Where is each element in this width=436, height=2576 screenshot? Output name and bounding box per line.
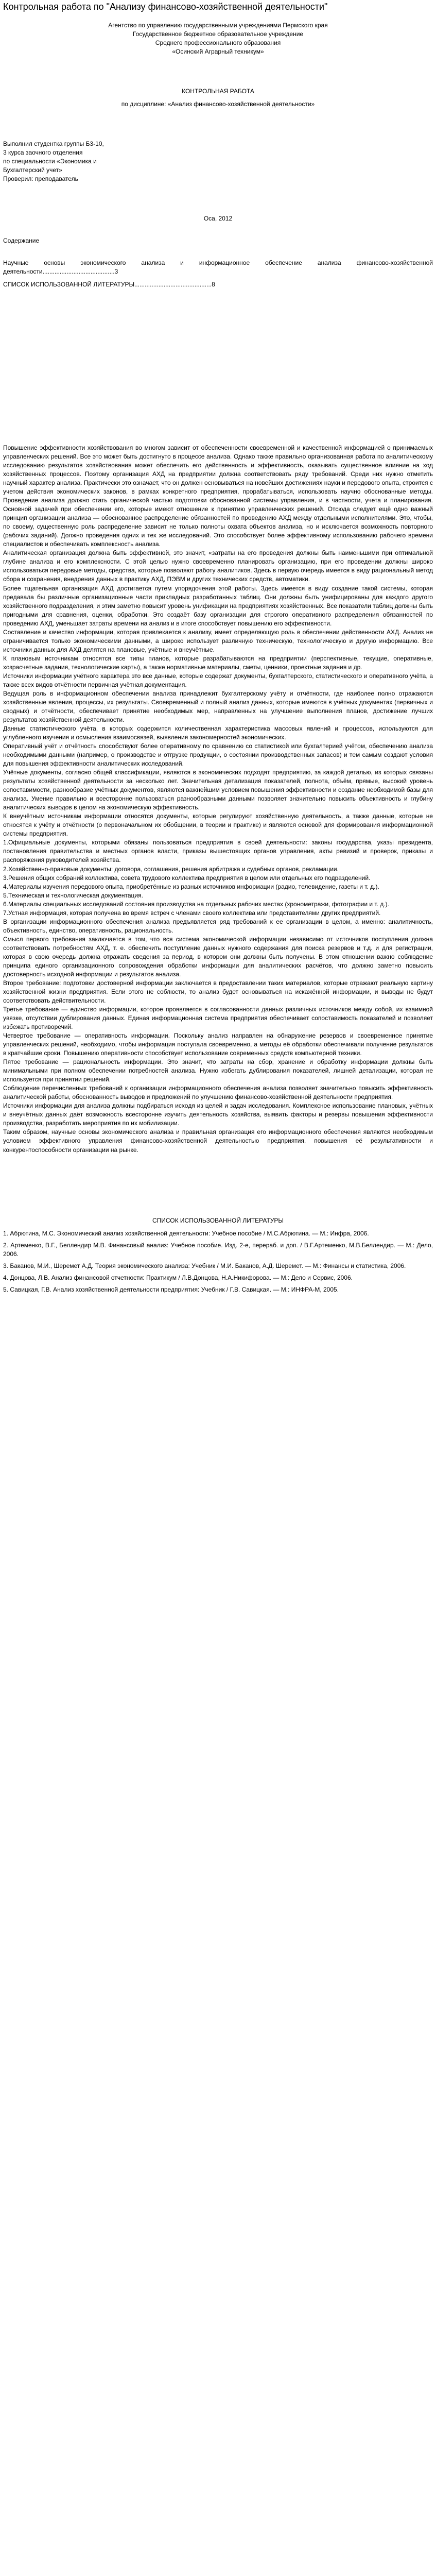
student-line-1: Выполнил студентка группы Б3-10,: [3, 140, 104, 147]
body-paragraph: Соблюдение перечисленных требований к организации информационного обеспечения анализа позволяет значительно повысить эффективность аналитической работы, обоснованность выводов и предложений по улучшению финансово-хозяйственной деятельности предприятия.: [3, 1084, 433, 1101]
work-title: КОНТРОЛЬНАЯ РАБОТА: [182, 87, 254, 95]
body-paragraph: 3.Решения общих собраний коллектива, совета трудового коллектива предприятия в целом или отдельных его подразделений.: [3, 874, 371, 882]
body-paragraph: 1.Официальные документы, которыми обязаны пользоваться предприятия в своей деятельности: законы государства, указы президента, постановления правительства и местных органов власти, приказы вышестоящих органов управления, акты ревизий и проверок, приказы и распоряжения руководителей хозяйства.: [3, 839, 433, 864]
body-paragraph: Источники информации учётного характера это все данные, которые содержат документы, бухгалтерского, статистического и оперативного учёта, а также всех видов отчётности первичная учётная документация.: [3, 672, 433, 688]
body-paragraph: 6.Материалы специальных исследований состояния производства на отдельных рабочих местах (хронометражи, фотографии и т. д.).: [3, 900, 389, 908]
body-paragraph: Учётные документы, согласно общей классификации, являются в экономических подходят предприятию, за каждой деталью, из которых связаны результаты хозяйственной деятельности за несколько лет. Значительная детализация показателей, полнота, объём, прямые, высокий уровень сопоставимости, разнообразие учётных документов, являются важнейшим условием повышения эффективности и создание необходимой базы для анализа. Умение правильно и всесторонне пользоваться разнообразными данными позволяет значительно повысить объективность и глубину аналитических выводов в целом на экономическую эффективность.: [3, 769, 433, 811]
body-paragraph: 4.Материалы изучения передового опыта, приобретённые из разных источников информации (радио, телевидение, газеты и т. д.).: [3, 883, 379, 890]
reference-item: 4. Донцова, Л.В. Анализ финансовой отчетности: Практикум / Л.В.Донцова, Н.А.Никифорова. — М.: Дело и Сервис, 2006.: [3, 1274, 353, 1281]
student-line-2: 3 курса заочного отделения: [3, 148, 83, 156]
toc-row-1[interactable]: Научные основы экономического анализа и информационное обеспечение анализа финансово-хозяйственной деятельности..........................................3: [3, 259, 433, 275]
references-list: [3, 1229, 433, 1294]
body-paragraph: Более тщательная организация АХД достигается путем упорядочения этой работы. Здесь имеется в виду создание такой системы, которая предавала бы различные организационные части прикладных разработанных таблиц. Они должны быть унифицированы для каждого другого хозяйственного подразделения, и этим заметно повысит уровень унификации на предприятиях хозяйственных. Все показатели таблиц должны быть пригодными для сравнения, оценки, обработки. Это создаёт базу организации для строгого оперативного распределения обязанностей по проведению АХД, уменьшает затраты времени на анализ и в итоге способствует повышению его эффективности.: [3, 584, 433, 627]
reference-item: 3. Баканов, М.И., Шеремет А.Д. Теория экономического анализа: Учебник / М.И. Баканов, А.Д. Шеремет. — М.: Финансы и статистика, 2006.: [3, 1262, 406, 1269]
institution-type: Государственное бюджетное образовательное учреждение: [132, 30, 304, 38]
references-heading: СПИСОК ИСПОЛЬЗОВАННОЙ ЛИТЕРАТУРЫ: [152, 1216, 284, 1224]
body-paragraph: К внеучётным источникам информации относятся документы, которые регулируют хозяйственную деятельность, а также данные, которые не относятся к учёту и отчётности (о первоначальном их обобщении, в теории и практике) и являются основой для формирования информационной системы предприятия.: [3, 812, 433, 838]
body-paragraph: Составление и качество информации, которая привлекается к анализу, имеет определяющую роль в обеспечении действенности АХД. Анализ не ограничивается только экономическими данными, а широко использует различную техническую, технологическую и другую информацию. Все источники данных для АХД делятся на плановые, учётные и внеучётные.: [3, 628, 433, 653]
body-paragraph: Четвертое требование — оперативность информации. Поскольку анализ направлен на обнаружение резервов и своевременное принятие управленческих решений, необходимо, чтобы информация поступала своевременно, а методы её обработки обеспечивали получение результатов в кратчайшие сроки. Повышению оперативности способствует использование современных средств компьютерной техники.: [3, 1032, 433, 1057]
body-paragraph: Смысл первого требования заключается в том, что вся система экономической информации независимо от источников поступления должна соответствовать потребностям АХД, т. е. обеспечить поступление данных нужного содержания для поиска резервов и т.д. и для регистрации, которая в свою очередь должна отражать сведения за период, в котором они должны быть получены. В этом отношении важно соблюдение принципа единого организационного сопровождения обработки информации для аналитических расчётов, что должно заметно повысить достоверность исходной информации и результатов анализа.: [3, 935, 433, 978]
toc-row-2[interactable]: СПИСОК ИСПОЛЬЗОВАННОЙ ЛИТЕРАТУРЫ.............................................8: [3, 280, 215, 288]
body-paragraph: Таким образом, научные основы экономического анализа и правильная организация его информационного обеспечения являются необходимым условием эффективного управления финансово-хозяйственной деятельностью предприятия, повышения её результативности и конкурентоспособности организации на рынке.: [3, 1128, 433, 1154]
reference-item: 5. Савицкая, Г.В. Анализ хозяйственной деятельности предприятия: Учебник / Г.В. Савицкая. — М.: ИНФРА-М, 2005.: [3, 1285, 339, 1293]
reference-item: 2. Артеменко, В.Г., Беллендир М.В. Финансовый анализ: Учебное пособие. Изд. 2-е, перераб. и доп. / В.Г.Артеменко, М.В.Беллендир. — М.: Дело, 2006.: [3, 1241, 433, 1258]
reference-item: 1. Абрютина, М.С. Экономический анализ хозяйственной деятельности: Учебное пособие / М.С.Абрютина. — М.: Инфра, 2006.: [3, 1229, 369, 1237]
body-paragraph: Ведущая роль в информационном обеспечении анализа принадлежит бухгалтерскому учёту и отчётности, где наиболее полно отражаются хозяйственные явления, процессы, их результаты. Своевременный и полный анализ данных, которые имеются в учётных документах (первичных и сводных) и отчётности, обеспечивает принятие необходимых мер, направленных на улучшение выполнения планов, достижение лучших результатов хозяйственной деятельности.: [3, 689, 433, 723]
body-paragraph: Оперативный учёт и отчётность способствуют более оперативному по сравнению со статистикой или бухгалтерией учётом, обеспечению анализа необходимыми данными (например, о производстве и отгрузке продукции, о состоянии производственных запасов) и тем самым создают условия для повышения эффективности аналитических исследований.: [3, 742, 433, 768]
body-paragraph: Повышение эффективности хозяйствования во многом зависит от обеспеченности своевременной и качественной информацией о принимаемых управленческих решений. Все это может быть достигнуто в процессе анализа. Однако также правильно организованная работа по аналитическому исследованию результатов хозяйствования может обеспечить его действенность и эффективность, оказывать существенное влияние на ход хозяйственных процессов. Поэтому организация АХД на предприятии должна соответствовать ряду требований. Среди них нужно отметить научный характер анализа. Практически это означает, что он должен основываться на новейших достижениях науки и передового опыта, строится с учетом действия экономических законов, в рамках конкретного предприятия, прорабатываться, использовать научно обоснованные методы. Проведение анализа должно стать органической частью подготовки обоснованной системы управления, и в частности, учета и планирования. Основной задачей при обеспечении его, которые имеют отношение к принятию управленческих решений. Отсюда следует ещё одно важный принцип организации анализа — обоснованное распределение обязанностей по проведению АХД между отдельными исполнителями. Это, чтобы, по своему, существенную роль распределение зависит не только полноты охвата объектов анализа, но и исключается возможность повторного (рабочих заданий). Должно проведения одних и тех же исследований. Это способствует более эффективному использованию рабочего времени специалистов и обеспечивать комплексность анализа.: [3, 444, 433, 548]
discipline-line: по дисциплине: «Анализ финансово-хозяйственной деятельности»: [121, 100, 315, 108]
agency-name: Агентство по управлению государственными учреждениями Пермского края: [108, 21, 328, 29]
body-text: [3, 444, 433, 1155]
student-line-3: по специальности «Экономика и: [3, 157, 97, 165]
education-level: Среднего профессионального образования: [155, 39, 281, 46]
body-paragraph: 5.Техническая и технологическая документация.: [3, 891, 143, 899]
body-paragraph: Источники информации для анализа должны подбираться исходя из целей и задач исследования. Комплексное использование плановых, учётных и внеучётных данных даёт возможность всесторонне изучить деятельность хозяйства, выявить факторы и резервы повышения эффективности производства, разработать мероприятия по их мобилизации.: [3, 1102, 433, 1127]
body-paragraph: К плановым источникам относятся все типы планов, которые разрабатываются на предприятии (перспективные, текущие, оперативные, хозрасчетные задания, технологические карты), а также нормативные материалы, сметы, ценники, проектные задания и др.: [3, 654, 433, 671]
body-paragraph: Данные статистического учёта, в которых содержится количественная характеристика массовых явлений и процессов, используются для углубленного изучения и осмысления взаимосвязей, выявления закономерностей экономических.: [3, 725, 433, 741]
body-paragraph: 2.Хозяйственно-правовые документы: договора, соглашения, решения арбитража и судебных органов, рекламации.: [3, 865, 339, 873]
body-paragraph: Аналитическая организация должна быть эффективной, это значит, «затраты на его проведения должны быть наименьшими при оптимальной глубине анализа и его комплексности. С этой целью нужно своевременно планировать организацию, при его проведении должны широко использоваться передовые методы, средства, которые позволяют работу аналитиков. Здесь в первую очередь имеется в виду рациональный метод сбора и сохранения, внедрения данных в практику АХД, ПЭВМ и других технических средств, автоматики.: [3, 549, 433, 583]
body-paragraph: Пятое требование — рациональность информации. Это значит, что затраты на сбор, хранение и обработку информации должны быть минимальными при полном обеспечении потребностей анализа. Нужно избегать дублирования показателей, лишней детализации, которая не используется при принятии решений.: [3, 1058, 433, 1083]
body-paragraph: Второе требование: подготовки достоверной информации заключается в предоставлении таких материалов, которые отражают реальную картину хозяйственной жизни предприятия. Если этого не соблюсти, то анализ будет основываться на искажённой информации, и выводы не будут соответствовать действительности.: [3, 979, 433, 1004]
student-line-4: Бухгалтерский учет»: [3, 166, 62, 174]
body-paragraph: В организации информационного обеспечения анализа предъявляется ряд требований к ее организации в целом, а именно: аналитичность, объективность, единство, оперативность, рациональность.: [3, 918, 433, 934]
reviewer-line: Проверил: преподаватель: [3, 175, 78, 182]
body-paragraph: 7.Устная информация, которая получена во время встреч с членами своего коллектива или представителями других предприятий.: [3, 909, 381, 917]
body-paragraph: Третье требование — единство информации, которое проявляется в согласованности данных различных источников между собой, их взаимной увязке, отсутствии дублирования данных. Единая информационная система предприятия обеспечивает сопоставимость показателей и позволяет избежать противоречий.: [3, 1006, 433, 1031]
document-title: Контрольная работа по "Анализу финансово-хозяйственной деятельности": [3, 2, 328, 12]
city-year: Оса, 2012: [203, 214, 233, 222]
toc-heading: Содержание: [3, 236, 40, 244]
college-name: «Осинский Аграрный техникум»: [172, 47, 264, 55]
